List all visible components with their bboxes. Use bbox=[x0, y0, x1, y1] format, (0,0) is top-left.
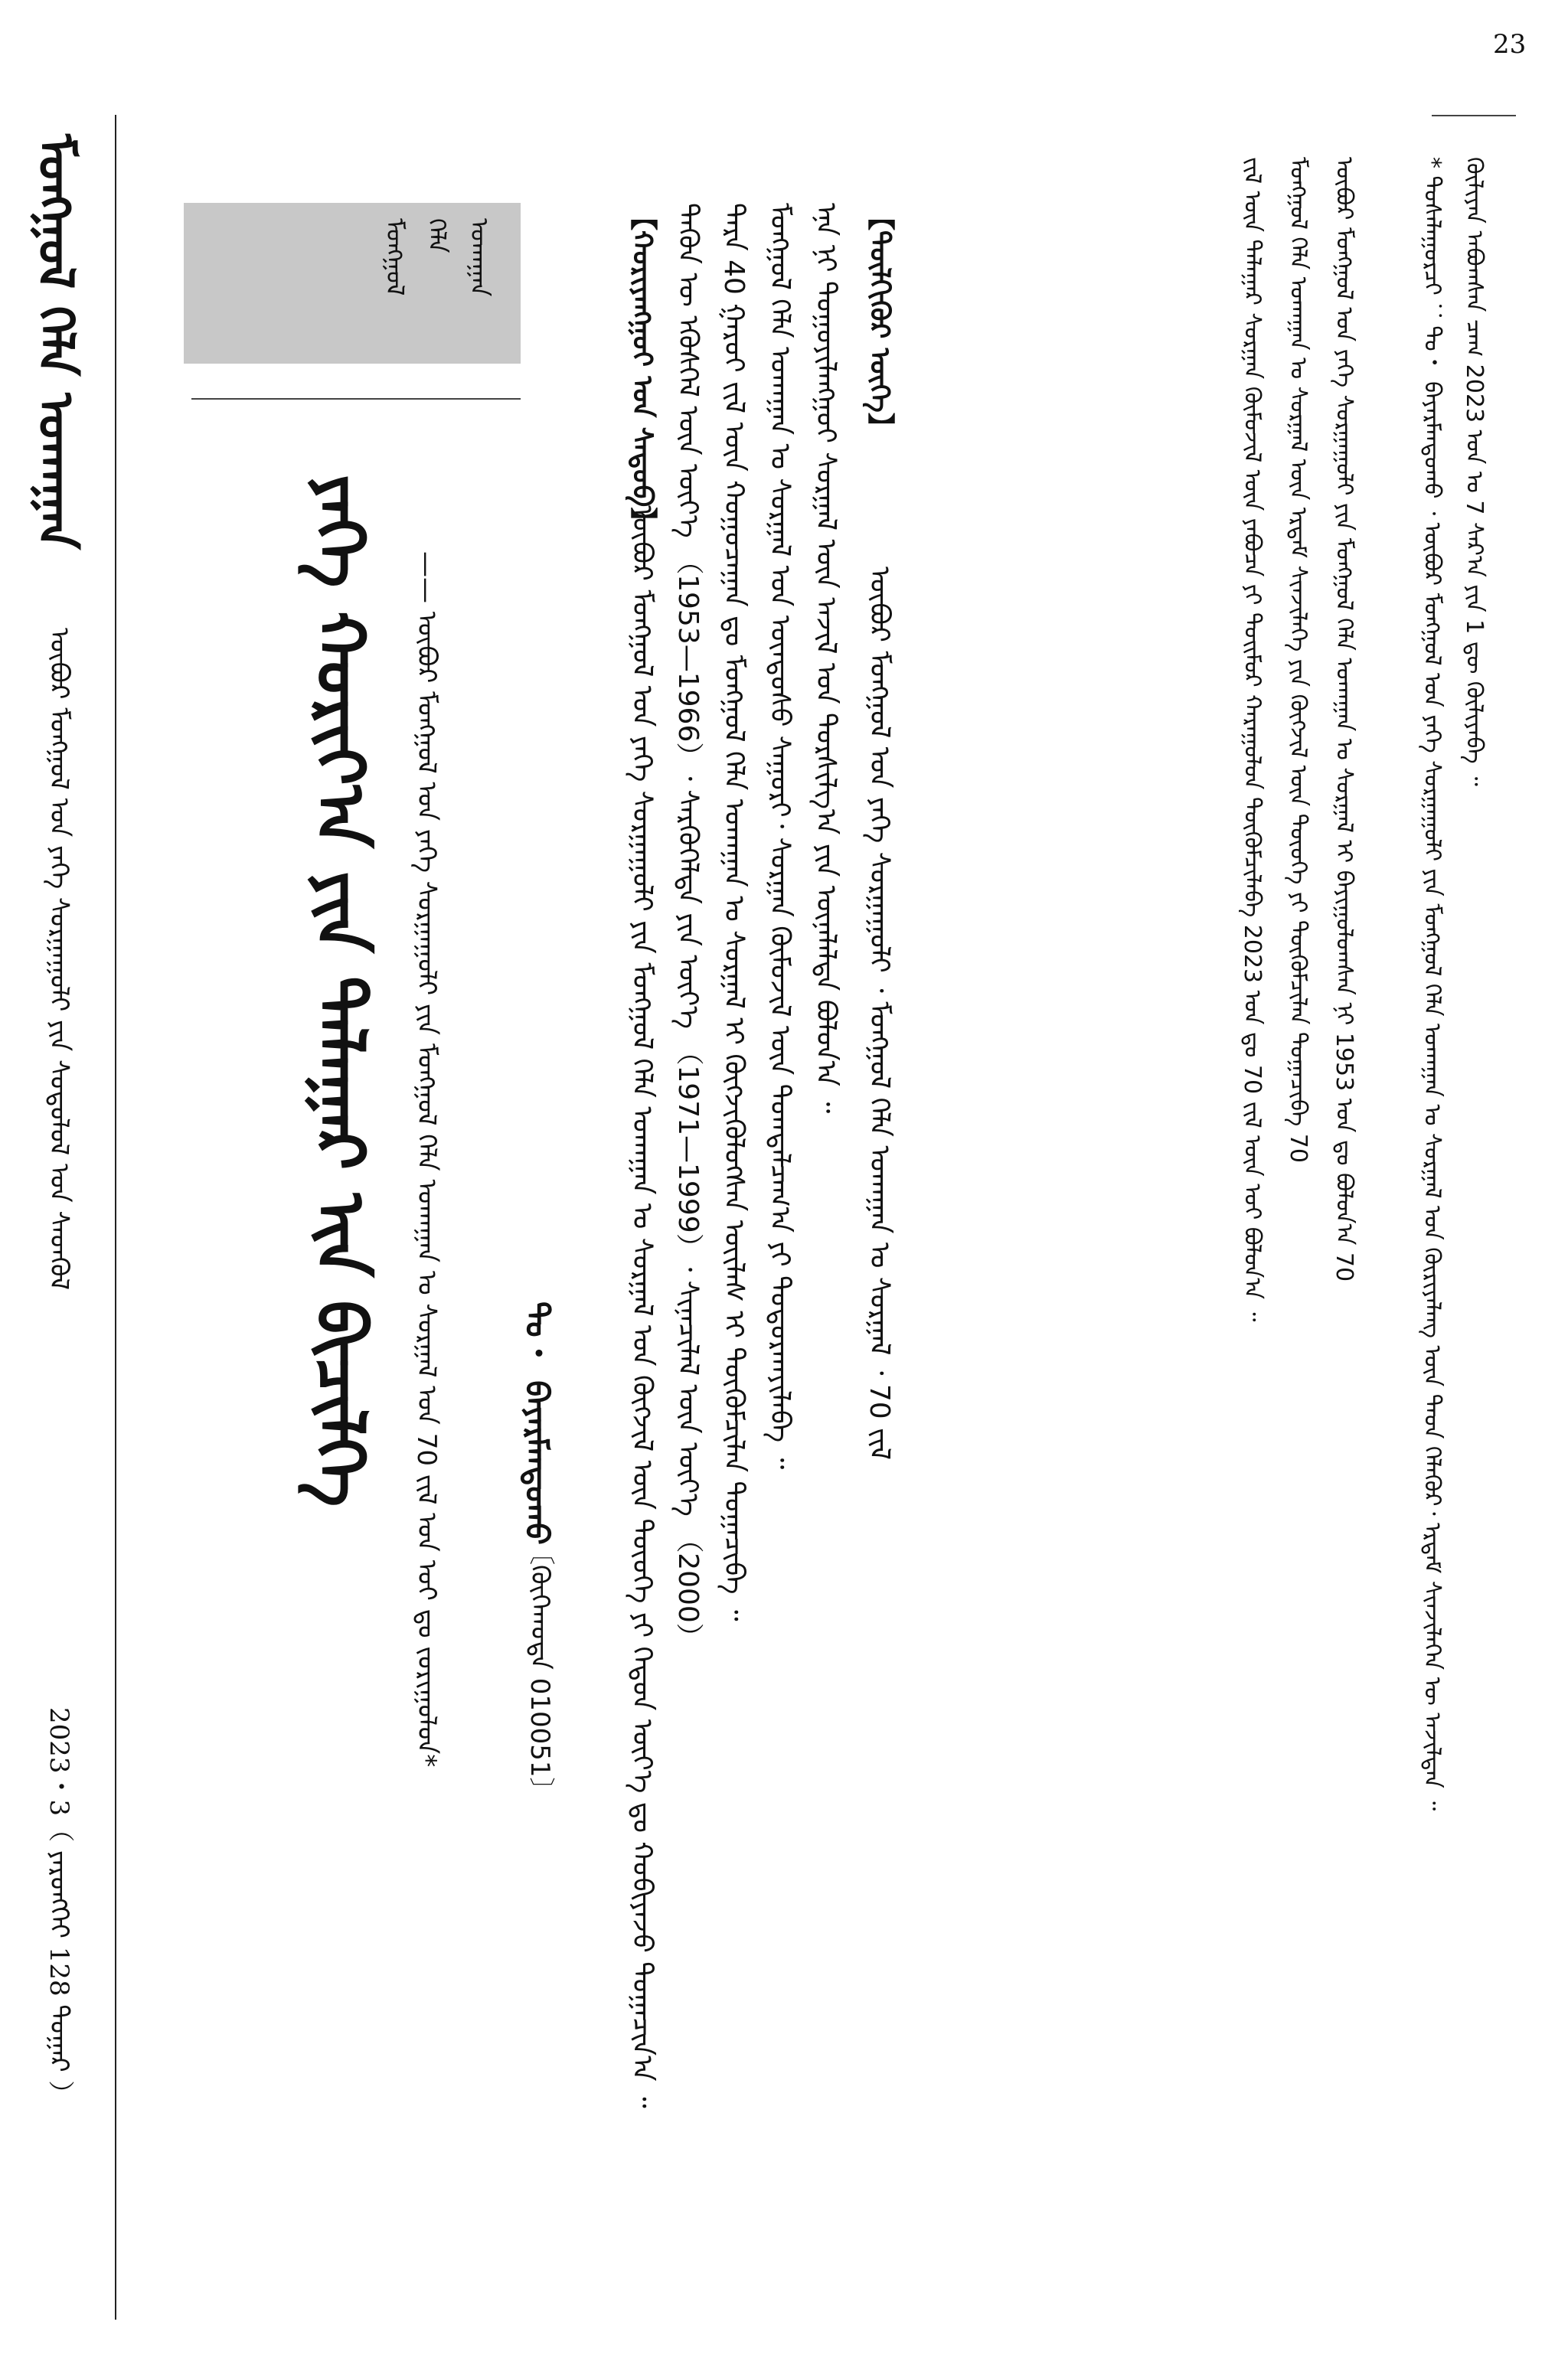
footnote-line-3: ᠥᠪᠥᠷ ᠮᠣᠩᠭᠣᠯ ᠤᠨ ᠶᠡᠬᠡ ᠰᠤᠷᠭᠠᠭᠤᠯᠢ ᠶᠢᠨ ᠮᠣᠩᠭᠣᠯ ᠬᠡᠯᠡ ᠤᠬᠠᠭᠠᠨ ᠤ ᠰᠤᠷᠭᠠᠯ ᠢ ᠪᠠᠶᠢᠭᠤᠯᠤᠭᠰᠠᠨ ᠨᠢ 1953 ᠣᠨ ᠳᠤ ᠪᠣᠯᠤᠨ᠎ᠠ 70 bbox=[1331, 157, 1357, 1282]
page-number: 23 bbox=[1493, 29, 1527, 60]
section-divider bbox=[191, 398, 521, 400]
left-margin-rule bbox=[115, 115, 116, 2320]
abstract-line-5: ᠡᠨᠡ ᠨᠢ ᠳᠤᠭᠤᠶᠢᠯᠠᠩᠭᠤᠢ ᠰᠤᠷᠭᠠᠯ ᠦᠨ ᠠᠵᠢᠯ ᠤᠨ ᠲᠤᠷᠰᠢᠯᠭ᠎ᠠ ᠶᠢᠨ ᠦᠨᠡᠯᠡᠯᠲᠡ ᠪᠣᠯᠤᠨ᠎ᠠ ᠃ bbox=[810, 203, 841, 1114]
section-label-line-1: ᠮᠣᠩᠭᠣᠯ bbox=[381, 218, 410, 296]
section-label-box bbox=[184, 203, 521, 364]
abstract-line-1: ᠥᠪᠥᠷ ᠮᠣᠩᠭᠣᠯ ᠤᠨ ᠶᠡᠬᠡ ᠰᠤᠷᠭᠠᠭᠤᠯᠢ ᠶᠢᠨ ᠮᠣᠩᠭᠣᠯ ᠬᠡᠯᠡ ᠤᠬᠠᠭᠠᠨ ᠤ ᠰᠤᠷᠭᠠᠯ ᠤᠨ ᠬᠥᠭᠵᠢᠯ ᠦᠨ ᠲᠦᠦᠬᠡ ᠶᠢ ᠬᠡᠳᠦᠨ ᠦᠶ᠎ᠡ ᠳᠤ ᠬᠤᠪᠢᠶᠠᠵᠤ ᠲᠣᠭᠠᠴᠢᠨ᠎ᠠ ᠃ bbox=[626, 505, 658, 2108]
keywords-heading: 【ᠲᠦᠯᠬᠢᠭᠦᠷ ᠦᠭᠡ】 bbox=[864, 203, 895, 440]
section-label-line-3: ᠤᠬᠠᠭᠠᠨ bbox=[465, 218, 494, 297]
article-subtitle: —— ᠥᠪᠥᠷ ᠮᠣᠩᠭᠣᠯ ᠤᠨ ᠶᠡᠬᠡ ᠰᠤᠷᠭᠠᠭᠤᠯᠢ ᠶᠢᠨ ᠮᠣᠩᠭᠣᠯ ᠬᠡᠯᠡ ᠤᠬᠠᠭᠠᠨ ᠤ ᠰᠤᠷᠭᠠᠯ ᠤᠨ 70 ᠵᠢᠯ ᠤᠨ ᠣᠢ ᠳᠤ ᠵᠣᠷᠢᠭᠤᠯᠤᠨ* bbox=[411, 551, 442, 1768]
keywords-line: ᠥᠪᠥᠷ ᠮᠣᠩᠭᠣᠯ ᠤᠨ ᠶᠡᠬᠡ ᠰᠤᠷᠭᠠᠭᠤᠯᠢ ᠂ ᠮᠣᠩᠭᠣᠯ ᠬᠡᠯᠡ ᠤᠬᠠᠭᠠᠨ ᠤ ᠰᠤᠷᠭᠠᠯ ᠂ 70 ᠵᠢᠯ bbox=[864, 567, 895, 1461]
issue-number: 2023・3（ ᠶᠡᠷᠦᠩᠬᠡᠢ 128 ᠳᠤᠭᠠᠷ ） bbox=[44, 1707, 74, 2107]
footnote-line-4: ᠮᠣᠩᠭᠣᠯ ᠬᠡᠯᠡ ᠤᠬᠠᠭᠠᠨ ᠤ ᠰᠤᠷᠭᠠᠯ ᠦᠨ ᠡᠷᠳᠡᠮ ᠰᠢᠨᠵᠢᠯᠡᠭᠡ ᠶᠢᠨ ᠬᠥᠭᠵᠢᠯ ᠦᠨ ᠲᠦᠦᠬᠡ ᠶᠢ ᠳᠦᠭᠦᠮᠴᠢᠯᠡᠨ ᠲᠣᠭᠠᠴᠢᠪᠠ 70 bbox=[1285, 157, 1312, 1163]
article-title: ᠶᠡᠬᠡ ᠬᠣᠷᠢᠶ᠎ᠠ ᠶᠢᠨ ᠲᠠᠯᠠᠭᠠᠷ ᠢᠨ ᠪᠢᠴᠢᠯᠭᠡ bbox=[301, 475, 380, 1507]
abstract-line-3: ᠲᠡᠷᠡ 40 ᠭᠠᠷᠤᠢ ᠵᠢᠯ ᠦᠨ ᠬᠤᠭᠤᠴᠠᠭᠠᠨ ᠳᠤ ᠮᠣᠩᠭᠣᠯ ᠬᠡᠯᠡ ᠤᠬᠠᠭᠠᠨ ᠤ ᠰᠤᠷᠭᠠᠯ ᠢ ᠬᠥᠭᠵᠢᠭᠦᠯᠦᠭᠰᠡᠨ ᠦᠢᠯᠡᠰ ᠢ ᠳᠦᠭᠦᠮᠴᠢᠯᠡᠨ ᠲᠣᠭᠠᠴᠢᠪᠠ ᠃ bbox=[718, 203, 750, 1621]
footnote-line-2: * ᠲᠤᠰᠠᠯᠠᠭᠤᠷᠴᠢ ：ᠲᠣ・ ᠪᠠᠶᠠᠷᠮᠠᠨᠳᠤᠬᠤ ᠂ ᠥᠪᠥᠷ ᠮᠣᠩᠭᠣᠯ ᠤᠨ ᠶᠡᠬᠡ ᠰᠤᠷᠭᠠᠭᠤᠯᠢ ᠶᠢᠨ ᠮᠣᠩᠭᠣᠯ ᠬᠡᠯᠡ ᠤᠬᠠᠭᠠᠨ ᠤ ᠰᠤᠷᠭᠠᠯ ᠤᠨ ᠬᠦᠷᠢᠶᠡᠯᠡᠩ ᠦᠨ ᠳᠡᠳ ᠬᠡᠯᠡᠬᠦᠷ᠂ ᠡᠷᠳᠡᠮ ᠰᠢᠨᠵᠢᠯᠡᠭᠡᠨ ᠦ ᠠᠵᠢᠯᠲᠠᠨ ᠃ bbox=[1419, 157, 1446, 1811]
journal-logo: ᠮᠣᠩᠭᠣᠯ ᠬᠡᠯᠡ ᠤᠬᠠᠭᠠᠨ bbox=[27, 134, 83, 550]
running-head-title: ᠥᠪᠥᠷ ᠮᠣᠩᠭᠣᠯ ᠤᠨ ᠶᠡᠬᠡ ᠰᠤᠷᠭᠠᠭᠤᠯᠢ ᠶᠢᠨ ᠰᠤᠳᠤᠯᠤᠯ ᠤᠨ ᠰᠡᠳᠭᠦᠯ bbox=[44, 628, 74, 1290]
footnote-rule bbox=[1432, 115, 1516, 116]
abstract-line-2: ᠲᠡᠭᠦᠨ ᠦ ᠡᠭᠦᠰᠬᠡᠯ ᠦᠨ ᠦᠶ᠎ᠡ （1953—1966）᠂ ᠰᠡᠷᠭᠦᠭᠡᠯᠲᠡ ᠶᠢᠨ ᠦᠶ᠎ᠡ （1971—1999）᠂ ᠱᠢᠨᠡᠴᠢᠯᠡᠯ ᠦᠨ ᠦᠶ᠎ᠡ （2000） bbox=[672, 203, 704, 1651]
abstract-heading: 【ᠬᠣᠷᠢᠶᠠᠩᠭᠤᠢ ᠤᠨ ᠰᠡᠳᠦᠪ】 bbox=[626, 203, 658, 535]
footnote-line-1: ᠬᠦᠯᠢᠶᠡᠨ ᠠᠪᠤᠭᠰᠠᠨ ᠴᠠᠭ 2023 ᠣᠨ ᠤ 7 ᠰᠠᠷ᠎ᠠ ᠶᠢᠨ 1 ᠳᠦ ᠬᠦᠯᠢᠶᠡᠪᠡ ᠃ bbox=[1461, 157, 1488, 786]
author-name: ᠲᠣ・ ᠪᠠᠶᠠᠷᠮᠠᠨᠳᠤᠬᠤ bbox=[518, 1301, 556, 1545]
footnote-line-5: ᠵᠢᠯ ᠦᠨ ᠲᠠᠯᠠᠭᠠᠷ ᠰᠤᠷᠭᠠᠨ ᠬᠦᠮᠦᠵᠢᠯ ᠦᠨ ᠶᠠᠪᠤᠴᠠ ᠶᠢ ᠲᠣᠢᠮᠣᠷ ᠬᠠᠷᠠᠭᠤᠯᠤᠨ ᠳᠦᠭᠦᠮᠴᠢᠯᠡᠪᠡ 2023 ᠣᠨ ᠳᠤ 70 ᠵᠢᠯ ᠦᠨ ᠣᠢ ᠪᠣᠯᠤᠨ᠎ᠠ ᠃ bbox=[1239, 157, 1266, 1322]
abstract-line-4: ᠮᠣᠩᠭᠣᠯ ᠬᠡᠯᠡ ᠤᠬᠠᠭᠠᠨ ᠤ ᠰᠤᠷᠭᠠᠯ ᠤᠨ ᠦᠨᠳᠦᠰᠦ ᠰᠠᠭᠤᠷᠢ᠂ ᠰᠤᠷᠭᠠᠨ ᠬᠦᠮᠦᠵᠢᠯ ᠦᠨ ᠲᠣᠭᠲᠠᠯᠴᠠᠭ᠎ᠠ ᠶᠢ ᠲᠣᠳᠤᠷᠬᠠᠶᠢᠯᠠᠪᠠ ᠃ bbox=[764, 203, 795, 1470]
author-affiliation: 〔ᠬᠥᠬᠡᠬᠣᠲᠠ 010051〕 bbox=[524, 1539, 555, 1804]
section-label-line-2: ᠬᠡᠯᠡ bbox=[423, 218, 452, 253]
